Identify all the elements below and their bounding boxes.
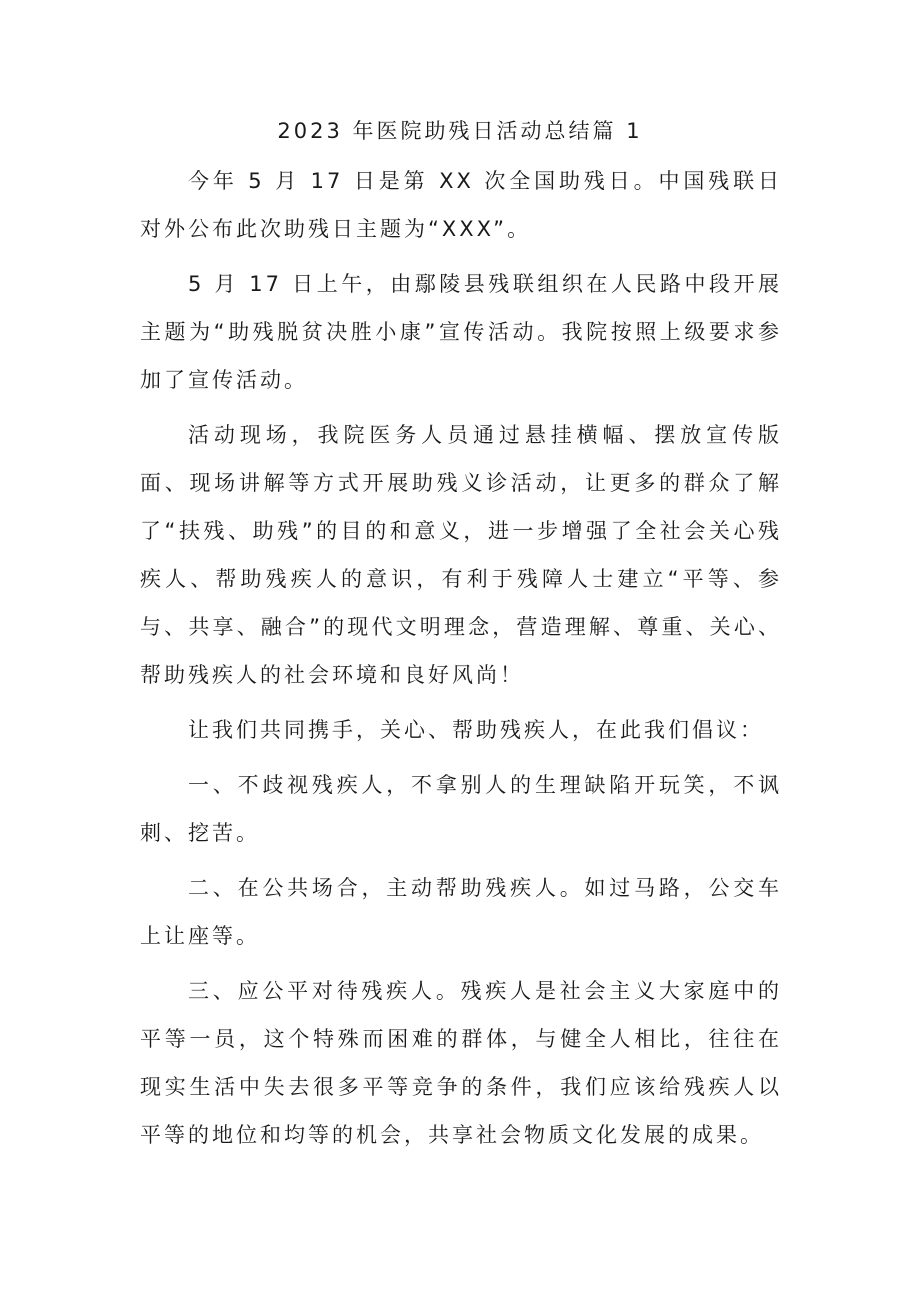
paragraph-5: 一、不歧视残疾人，不拿别人的生理缺陷开玩笑，不讽刺、挖苦。	[140, 773, 782, 845]
paragraph-3: 活动现场，我院医务人员通过悬挂横幅、摆放宣传版面、现场讲解等方式开展助残义诊活动，让更多的群众了解了“扶残、助残”的目的和意义，进一步增强了全社会关心残疾人、帮助残疾人的意识，有利于残障人士建立“平等、参与、共享、融合”的现代文明理念，营造理解、尊重、关心、帮助残疾人的社会环境和良好风尚！	[140, 423, 782, 687]
paragraph-1: 今年 5 月 17 日是第 XX 次全国助残日。中国残联日对外公布此次助残日主题为“XXX”。	[140, 169, 782, 241]
paragraph-4: 让我们共同携手，关心、帮助残疾人，在此我们倡议：	[188, 718, 764, 742]
paragraph-7: 三、应公平对待残疾人。残疾人是社会主义大家庭中的平等一员，这个特殊而困难的群体，与健全人相比，往往在现实生活中失去很多平等竞争的条件，我们应该给残疾人以平等的地位和均等的机会，共享社会物质文化发展的成果。	[140, 979, 782, 1147]
document-title: 2023 年医院助残日活动总结篇 1	[277, 119, 643, 143]
paragraph-6: 二、在公共场合，主动帮助残疾人。如过马路，公交车上让座等。	[140, 876, 782, 948]
document-body	[140, 157, 782, 1166]
paragraph-2: 5 月 17 日上午，由鄢陵县残联组织在人民路中段开展主题为“助残脱贫决胜小康”宣传活动。我院按照上级要求参加了宣传活动。	[140, 272, 782, 392]
